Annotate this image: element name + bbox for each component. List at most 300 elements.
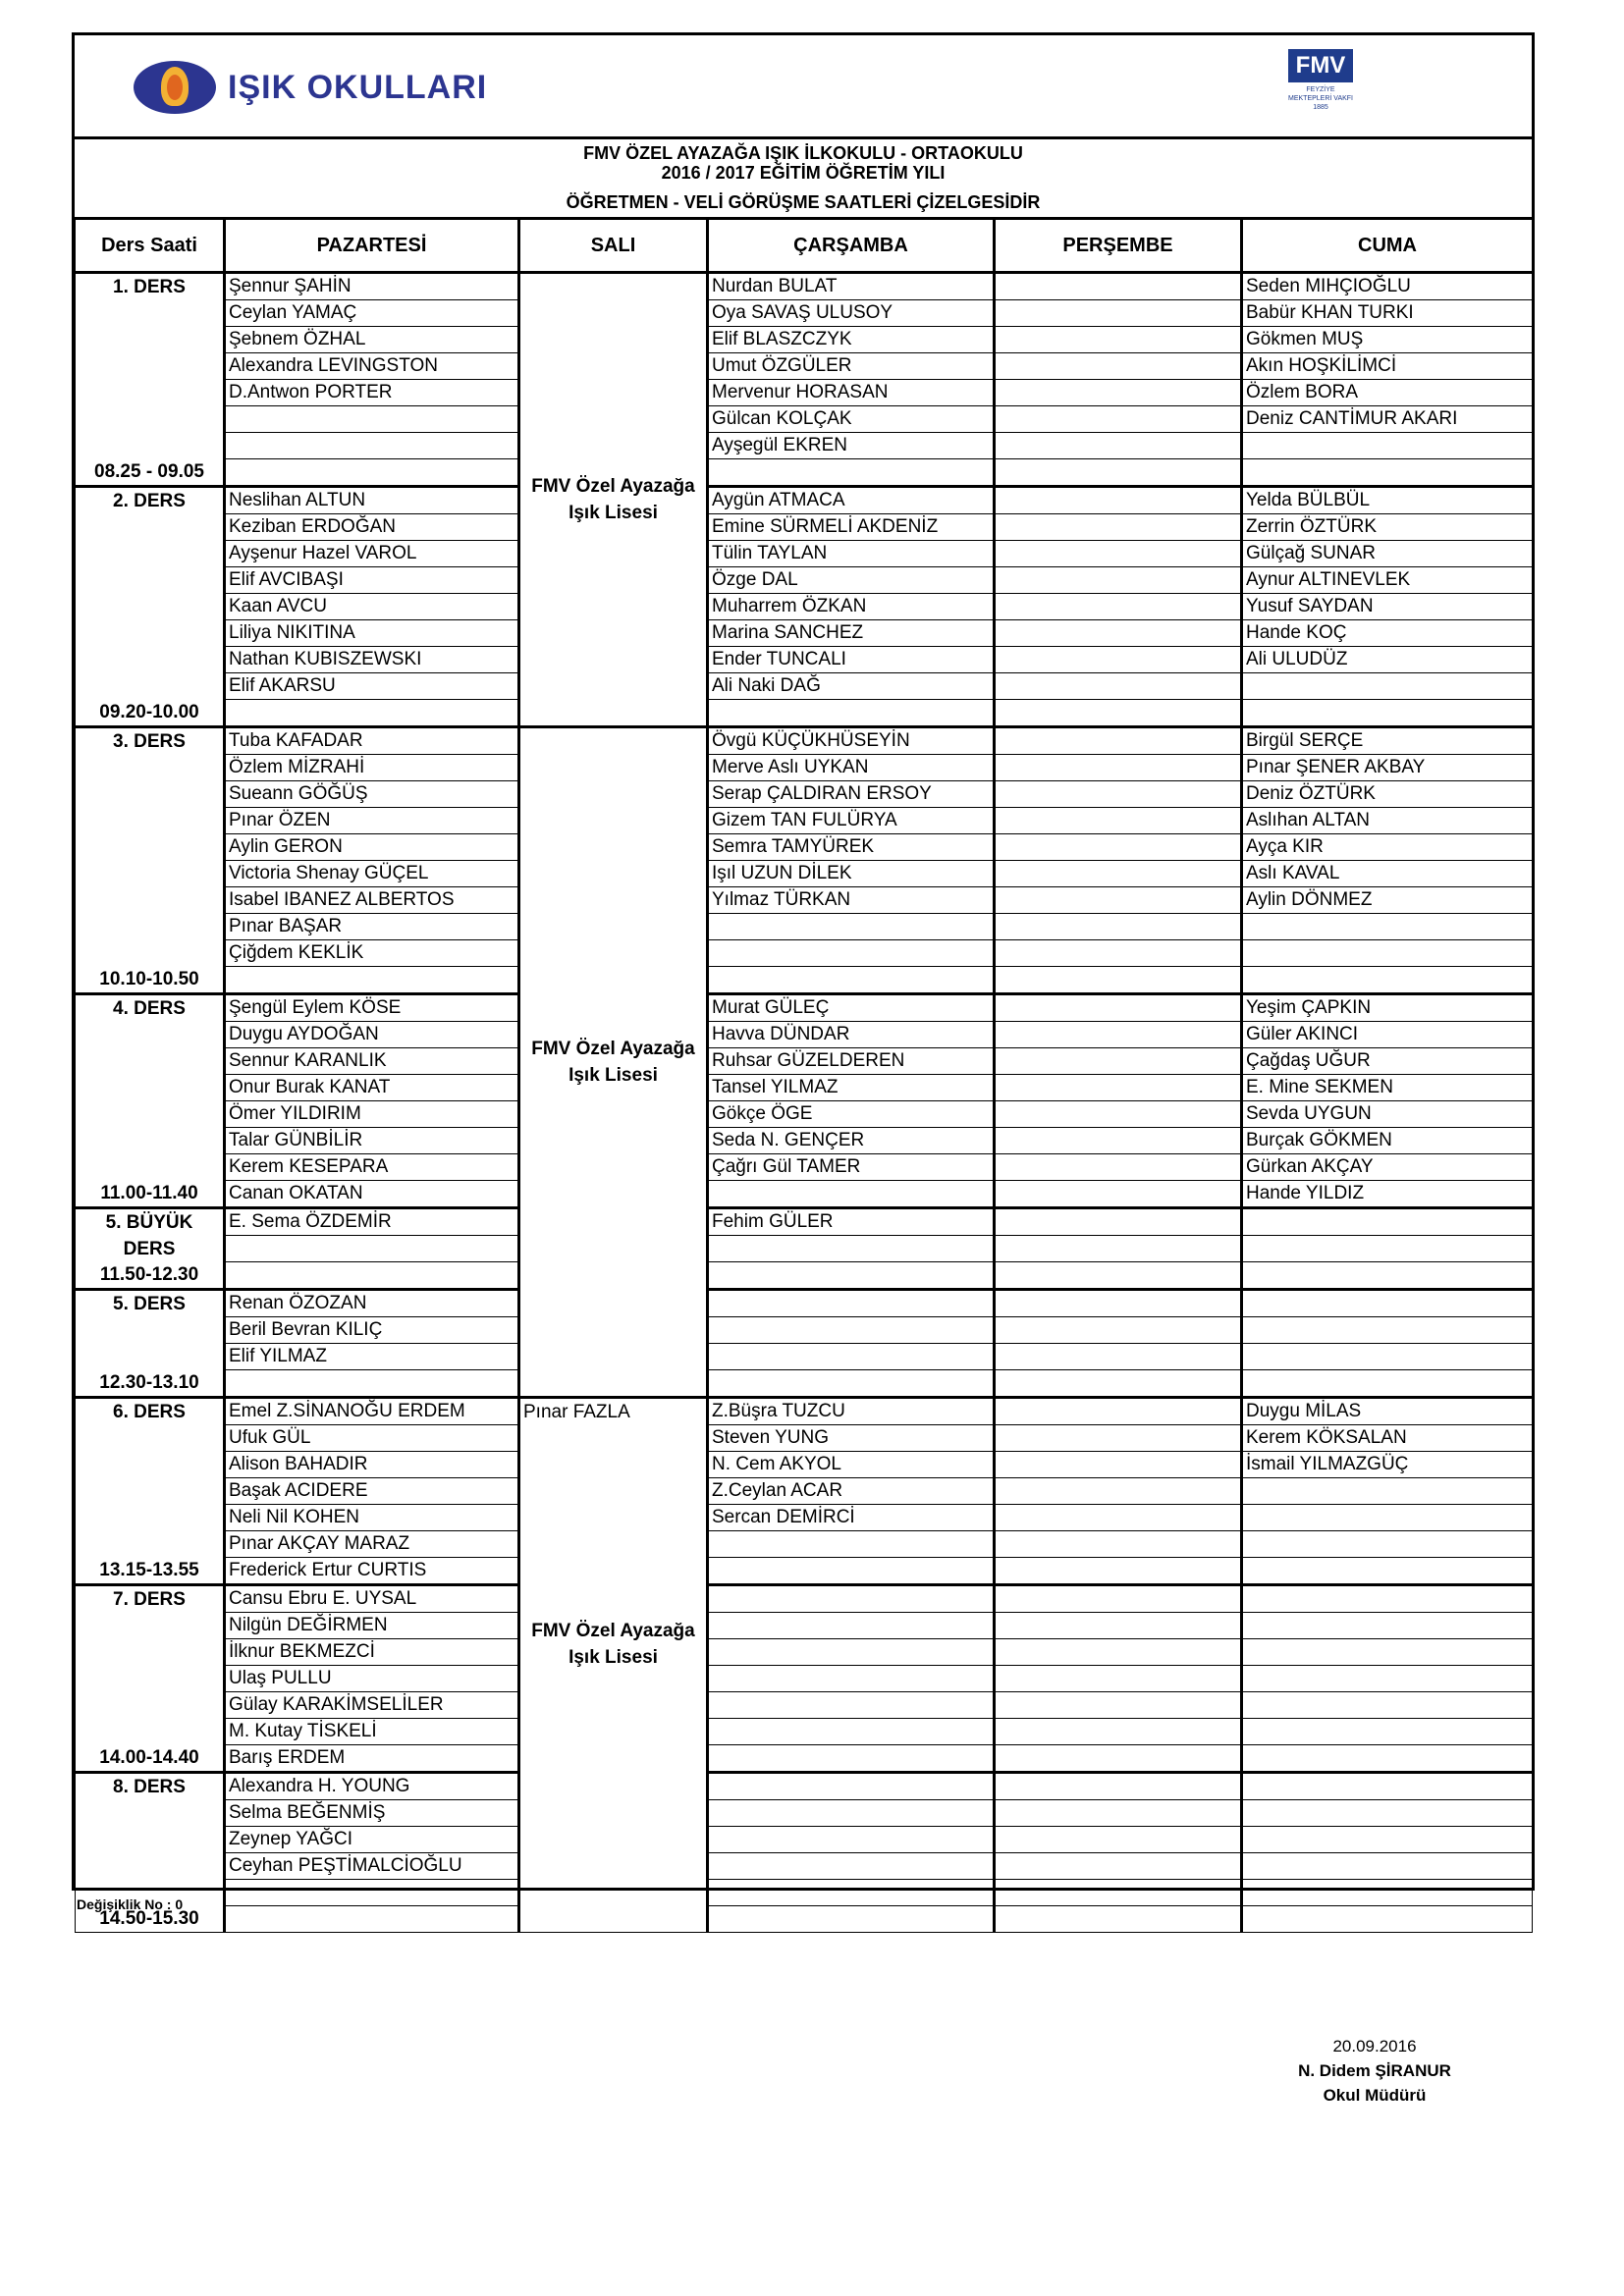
teacher-cell-persembe: [995, 1075, 1242, 1101]
teacher-cell-persembe: [995, 1585, 1242, 1613]
teacher-cell-carsamba: Tansel YILMAZ: [708, 1075, 995, 1101]
teacher-cell-carsamba: Ayşegül EKREN: [708, 433, 995, 459]
teacher-cell-persembe: [995, 380, 1242, 406]
teacher-cell-carsamba: Ender TUNCALI: [708, 647, 995, 673]
teacher-cell-cuma: Deniz CANTİMUR AKARI: [1242, 406, 1533, 433]
teacher-cell-cuma: Gürkan AKÇAY: [1242, 1154, 1533, 1181]
lesson-label: 1. DERS: [113, 277, 186, 297]
teacher-cell-carsamba: Mervenur HORASAN: [708, 380, 995, 406]
table-row: [76, 1773, 1533, 1800]
teacher-cell-carsamba: [708, 1639, 995, 1666]
sali-teacher: Pınar FAZLA: [523, 1402, 630, 1422]
teacher-cell-persembe: [995, 700, 1242, 727]
teacher-cell-persembe: [995, 433, 1242, 459]
teacher-cell-cuma: Gülçağ SUNAR: [1242, 541, 1533, 567]
teacher-cell-pazartesi: Aylin GERON: [225, 834, 519, 861]
teacher-cell-pazartesi: Sueann GÖĞÜŞ: [225, 781, 519, 808]
teacher-cell-persembe: [995, 353, 1242, 380]
teacher-cell-carsamba: Serap ÇALDIRAN ERSOY: [708, 781, 995, 808]
table-row: [76, 406, 1533, 433]
teacher-cell-carsamba: Havva DÜNDAR: [708, 1022, 995, 1048]
teacher-cell-cuma: [1242, 1880, 1533, 1906]
teacher-cell-persembe: [995, 861, 1242, 887]
teacher-cell-cuma: [1242, 700, 1533, 727]
teacher-cell-carsamba: [708, 1262, 995, 1290]
table-row: [76, 861, 1533, 887]
teacher-cell-pazartesi: Selma BEĞENMİŞ: [225, 1800, 519, 1827]
lesson-label: 4. DERS: [113, 998, 186, 1019]
table-row: [76, 567, 1533, 594]
teacher-cell-pazartesi: Renan ÖZOZAN: [225, 1290, 519, 1317]
lesson-time: 14.00-14.40: [99, 1747, 199, 1768]
teacher-cell-pazartesi: [225, 433, 519, 459]
table-body: [76, 273, 1533, 1933]
teacher-cell-carsamba: [708, 1531, 995, 1558]
col-header-carsamba: ÇARŞAMBA: [708, 219, 995, 273]
table-row: [76, 1585, 1533, 1613]
teacher-cell-cuma: E. Mine SEKMEN: [1242, 1075, 1533, 1101]
teacher-cell-persembe: [995, 781, 1242, 808]
teacher-cell-cuma: Yeşim ÇAPKIN: [1242, 994, 1533, 1022]
fmv-mark: FMV: [1288, 49, 1353, 82]
table-row: [76, 1181, 1533, 1208]
teacher-cell-cuma: [1242, 967, 1533, 994]
teacher-cell-cuma: Aslı KAVAL: [1242, 861, 1533, 887]
table-row: [76, 1531, 1533, 1558]
signature-date: 20.09.2016: [1332, 2037, 1417, 2056]
lesson-time: 08.25 - 09.05: [94, 461, 204, 482]
teacher-cell-persembe: [995, 1827, 1242, 1853]
teacher-cell-persembe: [995, 755, 1242, 781]
table-row: [76, 1317, 1533, 1344]
teacher-cell-persembe: [995, 1719, 1242, 1745]
table-row: [76, 1398, 1533, 1425]
teacher-cell-persembe: [995, 273, 1242, 300]
teacher-cell-carsamba: N. Cem AKYOL: [708, 1452, 995, 1478]
table-row: [76, 459, 1533, 487]
table-row: [76, 1853, 1533, 1880]
teacher-cell-carsamba: Emine SÜRMELİ AKDENİZ: [708, 514, 995, 541]
teacher-cell-persembe: [995, 1101, 1242, 1128]
teacher-cell-carsamba: Ruhsar GÜZELDEREN: [708, 1048, 995, 1075]
teacher-cell-cuma: Ali ULUDÜZ: [1242, 647, 1533, 673]
lesson-time: 13.15-13.55: [99, 1560, 199, 1580]
teacher-cell-cuma: [1242, 1585, 1533, 1613]
teacher-cell-carsamba: Murat GÜLEÇ: [708, 994, 995, 1022]
col-header-cuma: CUMA: [1242, 219, 1533, 273]
teacher-cell-pazartesi: Sennur KARANLIK: [225, 1048, 519, 1075]
teacher-cell-persembe: [995, 1262, 1242, 1290]
teacher-cell-persembe: [995, 1745, 1242, 1773]
teacher-cell-carsamba: Fehim GÜLER: [708, 1208, 995, 1236]
table-header-row: [76, 219, 1533, 273]
table-row: [76, 1154, 1533, 1181]
table-row: [76, 327, 1533, 353]
teacher-cell-persembe: [995, 940, 1242, 967]
teacher-cell-persembe: [995, 647, 1242, 673]
teacher-cell-pazartesi: Elif AKARSU: [225, 673, 519, 700]
teacher-cell-pazartesi: Nathan KUBISZEWSKI: [225, 647, 519, 673]
teacher-cell-pazartesi: Duygu AYDOĞAN: [225, 1022, 519, 1048]
teacher-cell-pazartesi: Neli Nil KOHEN: [225, 1505, 519, 1531]
col-header-persembe: PERŞEMBE: [995, 219, 1242, 273]
teacher-cell-carsamba: [708, 1585, 995, 1613]
table-row: [76, 1262, 1533, 1290]
col-header-pazartesi: PAZARTESİ: [225, 219, 519, 273]
teacher-cell-cuma: [1242, 1853, 1533, 1880]
sali-block: [519, 727, 708, 1398]
teacher-cell-cuma: Burçak GÖKMEN: [1242, 1128, 1533, 1154]
teacher-cell-pazartesi: Özlem MİZRAHİ: [225, 755, 519, 781]
table-row: [76, 594, 1533, 620]
teacher-cell-persembe: [995, 1370, 1242, 1398]
torch-icon: [134, 61, 216, 114]
teacher-cell-persembe: [995, 567, 1242, 594]
teacher-cell-persembe: [995, 808, 1242, 834]
table-row: [76, 1800, 1533, 1827]
teacher-cell-pazartesi: Nilgün DEĞİRMEN: [225, 1613, 519, 1639]
teacher-cell-cuma: [1242, 1692, 1533, 1719]
teacher-cell-carsamba: Gizem TAN FULÜRYA: [708, 808, 995, 834]
table-row: [76, 1558, 1533, 1585]
meeting-schedule-table: [75, 217, 1533, 1933]
teacher-cell-persembe: [995, 620, 1242, 647]
teacher-cell-carsamba: Yılmaz TÜRKAN: [708, 887, 995, 914]
teacher-cell-carsamba: [708, 1692, 995, 1719]
teacher-cell-carsamba: [708, 1317, 995, 1344]
signature-role: Okul Müdürü: [1323, 2086, 1427, 2105]
teacher-cell-carsamba: Marina SANCHEZ: [708, 620, 995, 647]
lesson-time: 10.10-10.50: [99, 969, 199, 989]
teacher-cell-carsamba: [708, 1880, 995, 1906]
teacher-cell-pazartesi: Zeynep YAĞCI: [225, 1827, 519, 1853]
teacher-cell-carsamba: [708, 1773, 995, 1800]
teacher-cell-cuma: Yelda BÜLBÜL: [1242, 487, 1533, 514]
teacher-cell-pazartesi: Ulaş PULLU: [225, 1666, 519, 1692]
teacher-cell-cuma: [1242, 1719, 1533, 1745]
table-row: [76, 1505, 1533, 1531]
table-row: [76, 300, 1533, 327]
table-row: [76, 834, 1533, 861]
teacher-cell-persembe: [995, 1880, 1242, 1906]
table-row: [76, 727, 1533, 755]
teacher-cell-persembe: [995, 1452, 1242, 1478]
teacher-cell-pazartesi: [225, 406, 519, 433]
teacher-cell-cuma: Kerem KÖKSALAN: [1242, 1425, 1533, 1452]
teacher-cell-pazartesi: [225, 700, 519, 727]
teacher-cell-persembe: [995, 1692, 1242, 1719]
teacher-cell-cuma: [1242, 459, 1533, 487]
teacher-cell-pazartesi: Pınar BAŞAR: [225, 914, 519, 940]
col-header-ders-saati: Ders Saati: [76, 219, 225, 273]
teacher-cell-persembe: [995, 1425, 1242, 1452]
teacher-cell-persembe: [995, 834, 1242, 861]
teacher-cell-carsamba: Z.Büşra TUZCU: [708, 1398, 995, 1425]
teacher-cell-persembe: [995, 1613, 1242, 1639]
table-row: [76, 541, 1533, 567]
teacher-cell-carsamba: Merve Aslı UYKAN: [708, 755, 995, 781]
table-row: [76, 1666, 1533, 1692]
teacher-cell-pazartesi: [225, 1262, 519, 1290]
teacher-cell-pazartesi: Emel Z.SİNANOĞU ERDEM: [225, 1398, 519, 1425]
table-row: [76, 1827, 1533, 1853]
lesson-slot: [76, 1398, 225, 1585]
teacher-cell-pazartesi: Neslihan ALTUN: [225, 487, 519, 514]
teacher-cell-carsamba: [708, 1370, 995, 1398]
lesson-time: 12.30-13.10: [99, 1372, 199, 1393]
table-row: [76, 1719, 1533, 1745]
teacher-cell-persembe: [995, 1290, 1242, 1317]
teacher-cell-pazartesi: Ceylan YAMAÇ: [225, 300, 519, 327]
teacher-cell-carsamba: [708, 1344, 995, 1370]
teacher-cell-persembe: [995, 1853, 1242, 1880]
teacher-cell-carsamba: [708, 700, 995, 727]
teacher-cell-pazartesi: Cansu Ebru E. UYSAL: [225, 1585, 519, 1613]
brand-name: IŞIK OKULLARI: [228, 68, 488, 106]
teacher-cell-pazartesi: Beril Bevran KILIÇ: [225, 1317, 519, 1344]
table-row: [76, 1425, 1533, 1452]
teacher-cell-persembe: [995, 1666, 1242, 1692]
table-row: [76, 1906, 1533, 1933]
teacher-cell-pazartesi: Victoria Shenay GÜÇEL: [225, 861, 519, 887]
table-row: [76, 808, 1533, 834]
teacher-cell-pazartesi: Alexandra LEVINGSTON: [225, 353, 519, 380]
teacher-cell-cuma: [1242, 1478, 1533, 1505]
table-row: [76, 1478, 1533, 1505]
teacher-cell-pazartesi: Şengül Eylem KÖSE: [225, 994, 519, 1022]
teacher-cell-carsamba: Semra TAMYÜREK: [708, 834, 995, 861]
table-row: [76, 1639, 1533, 1666]
teacher-cell-pazartesi: Alexandra H. YOUNG: [225, 1773, 519, 1800]
lesson-slot: [76, 487, 225, 727]
document-titles: [75, 139, 1532, 217]
teacher-cell-carsamba: Gülcan KOLÇAK: [708, 406, 995, 433]
teacher-cell-persembe: [995, 887, 1242, 914]
teacher-cell-pazartesi: [225, 967, 519, 994]
lesson-time: 11.00-11.40: [100, 1183, 198, 1203]
teacher-cell-pazartesi: Canan OKATAN: [225, 1181, 519, 1208]
signature-name: N. Didem ŞİRANUR: [1298, 2061, 1451, 2080]
teacher-cell-cuma: [1242, 914, 1533, 940]
table-row: [76, 1692, 1533, 1719]
teacher-cell-carsamba: Sercan DEMİRCİ: [708, 1505, 995, 1531]
teacher-cell-carsamba: [708, 1906, 995, 1933]
lesson-label: 5. DERS: [113, 1294, 186, 1314]
col-header-sali: SALI: [519, 219, 708, 273]
teacher-cell-persembe: [995, 1773, 1242, 1800]
lesson-slot: [76, 1290, 225, 1398]
table-row: [76, 273, 1533, 300]
teacher-cell-pazartesi: E. Sema ÖZDEMİR: [225, 1208, 519, 1236]
teacher-cell-pazartesi: [225, 1370, 519, 1398]
teacher-cell-pazartesi: Şebnem ÖZHAL: [225, 327, 519, 353]
teacher-cell-pazartesi: Elif AVCIBAŞI: [225, 567, 519, 594]
title-year: 2016 / 2017 EĞİTİM ÖĞRETİM YILI: [661, 163, 946, 183]
teacher-cell-pazartesi: Ömer YILDIRIM: [225, 1101, 519, 1128]
teacher-cell-pazartesi: Tuba KAFADAR: [225, 727, 519, 755]
teacher-cell-persembe: [995, 1478, 1242, 1505]
teacher-cell-carsamba: [708, 1853, 995, 1880]
teacher-cell-persembe: [995, 1344, 1242, 1370]
teacher-cell-cuma: [1242, 1745, 1533, 1773]
lesson-time: 11.50-12.30: [99, 1264, 199, 1285]
teacher-cell-pazartesi: Şennur ŞAHİN: [225, 273, 519, 300]
title-school: FMV ÖZEL AYAZAĞA IŞIK İLKOKULU - ORTAOKULU: [583, 143, 1023, 163]
lesson-slot: [76, 1208, 225, 1290]
teacher-cell-cuma: İsmail YILMAZGÜÇ: [1242, 1452, 1533, 1478]
teacher-cell-pazartesi: Ceyhan PEŞTİMALCİOĞLU: [225, 1853, 519, 1880]
table-row: [76, 1452, 1533, 1478]
teacher-cell-carsamba: Ali Naki DAĞ: [708, 673, 995, 700]
teacher-cell-persembe: [995, 300, 1242, 327]
teacher-cell-pazartesi: [225, 1236, 519, 1262]
teacher-cell-carsamba: Işıl UZUN DİLEK: [708, 861, 995, 887]
table-row: [76, 1048, 1533, 1075]
sali-school-name: FMV Özel Ayazağa Işık Lisesi: [531, 476, 695, 523]
table-row: [76, 967, 1533, 994]
table-row: [76, 755, 1533, 781]
teacher-cell-cuma: Zerrin ÖZTÜRK: [1242, 514, 1533, 541]
teacher-cell-cuma: [1242, 1370, 1533, 1398]
teacher-cell-carsamba: [708, 1666, 995, 1692]
table-row: [76, 914, 1533, 940]
title-schedule: ÖĞRETMEN - VELİ GÖRÜŞME SAATLERİ ÇİZELGESİDİR: [566, 192, 1041, 212]
teacher-cell-carsamba: [708, 1827, 995, 1853]
table-row: [76, 700, 1533, 727]
teacher-cell-cuma: Akın HOŞKİLİMCİ: [1242, 353, 1533, 380]
teacher-cell-persembe: [995, 1505, 1242, 1531]
teacher-cell-cuma: [1242, 1558, 1533, 1585]
teacher-cell-cuma: [1242, 1666, 1533, 1692]
teacher-cell-pazartesi: Gülay KARAKİMSELİLER: [225, 1692, 519, 1719]
teacher-cell-pazartesi: Kerem KESEPARA: [225, 1154, 519, 1181]
table-row: [76, 487, 1533, 514]
teacher-cell-persembe: [995, 1128, 1242, 1154]
table-row: [76, 887, 1533, 914]
teacher-cell-persembe: [995, 1236, 1242, 1262]
teacher-cell-pazartesi: Isabel IBANEZ ALBERTOS: [225, 887, 519, 914]
teacher-cell-cuma: [1242, 673, 1533, 700]
teacher-cell-cuma: [1242, 433, 1533, 459]
teacher-cell-cuma: Hande KOÇ: [1242, 620, 1533, 647]
teacher-cell-carsamba: [708, 1800, 995, 1827]
table-row: [76, 1370, 1533, 1398]
teacher-cell-persembe: [995, 514, 1242, 541]
teacher-cell-persembe: [995, 1154, 1242, 1181]
sali-school-name: FMV Özel Ayazağa Işık Lisesi: [531, 1621, 695, 1668]
table-row: [76, 380, 1533, 406]
teacher-cell-cuma: Seden MIHÇIOĞLU: [1242, 273, 1533, 300]
teacher-cell-carsamba: [708, 1613, 995, 1639]
teacher-cell-carsamba: [708, 1745, 995, 1773]
teacher-cell-carsamba: Aygün ATMACA: [708, 487, 995, 514]
teacher-cell-persembe: [995, 459, 1242, 487]
teacher-cell-cuma: Çağdaş UĞUR: [1242, 1048, 1533, 1075]
teacher-cell-cuma: [1242, 1773, 1533, 1800]
page-header: [75, 35, 1532, 139]
table-row: [76, 1344, 1533, 1370]
teacher-cell-carsamba: Özge DAL: [708, 567, 995, 594]
teacher-cell-carsamba: Tülin TAYLAN: [708, 541, 995, 567]
lesson-time: 14.50-15.30: [99, 1908, 199, 1929]
table-row: [76, 620, 1533, 647]
teacher-cell-pazartesi: M. Kutay TİSKELİ: [225, 1719, 519, 1745]
teacher-cell-carsamba: Övgü KÜÇÜKHÜSEYİN: [708, 727, 995, 755]
lesson-slot: [76, 994, 225, 1208]
teacher-cell-cuma: [1242, 1800, 1533, 1827]
table-row: [76, 1290, 1533, 1317]
teacher-cell-pazartesi: Onur Burak KANAT: [225, 1075, 519, 1101]
teacher-cell-carsamba: Nurdan BULAT: [708, 273, 995, 300]
table-row: [76, 647, 1533, 673]
table-row: [76, 1022, 1533, 1048]
teacher-cell-cuma: Gökmen MUŞ: [1242, 327, 1533, 353]
teacher-cell-persembe: [995, 1208, 1242, 1236]
teacher-cell-pazartesi: İlknur BEKMEZCİ: [225, 1639, 519, 1666]
teacher-cell-cuma: Güler AKINCI: [1242, 1022, 1533, 1048]
lesson-label: 7. DERS: [113, 1589, 186, 1610]
teacher-cell-pazartesi: Ayşenur Hazel VAROL: [225, 541, 519, 567]
teacher-cell-carsamba: Seda N. GENÇER: [708, 1128, 995, 1154]
teacher-cell-cuma: Sevda UYGUN: [1242, 1101, 1533, 1128]
teacher-cell-persembe: [995, 1398, 1242, 1425]
teacher-cell-pazartesi: Başak ACIDERE: [225, 1478, 519, 1505]
teacher-cell-carsamba: [708, 1290, 995, 1317]
teacher-cell-carsamba: [708, 914, 995, 940]
sali-block: [519, 273, 708, 727]
teacher-cell-carsamba: Umut ÖZGÜLER: [708, 353, 995, 380]
teacher-cell-carsamba: [708, 940, 995, 967]
teacher-cell-pazartesi: [225, 459, 519, 487]
teacher-cell-persembe: [995, 594, 1242, 620]
teacher-cell-pazartesi: Liliya NIKITINA: [225, 620, 519, 647]
teacher-cell-persembe: [995, 1558, 1242, 1585]
teacher-cell-cuma: Babür KHAN TURKI: [1242, 300, 1533, 327]
table-row: [76, 353, 1533, 380]
teacher-cell-persembe: [995, 1800, 1242, 1827]
teacher-cell-cuma: Özlem BORA: [1242, 380, 1533, 406]
table-row: [76, 994, 1533, 1022]
isik-okullari-logo: [134, 61, 487, 114]
teacher-cell-persembe: [995, 1531, 1242, 1558]
teacher-cell-carsamba: [708, 1719, 995, 1745]
teacher-cell-carsamba: Z.Ceylan ACAR: [708, 1478, 995, 1505]
teacher-cell-pazartesi: Elif YILMAZ: [225, 1344, 519, 1370]
teacher-cell-pazartesi: Çiğdem KEKLİK: [225, 940, 519, 967]
change-number: Değişiklik No : 0: [77, 1896, 184, 1912]
teacher-cell-pazartesi: Frederick Ertur CURTIS: [225, 1558, 519, 1585]
teacher-cell-cuma: Hande YILDIZ: [1242, 1181, 1533, 1208]
teacher-cell-cuma: [1242, 1317, 1533, 1344]
lesson-time: 09.20-10.00: [99, 702, 199, 722]
teacher-cell-carsamba: Gökçe ÖGE: [708, 1101, 995, 1128]
sali-block: [519, 1398, 708, 1933]
teacher-cell-persembe: [995, 1906, 1242, 1933]
teacher-cell-persembe: [995, 1048, 1242, 1075]
teacher-cell-pazartesi: Pınar ÖZEN: [225, 808, 519, 834]
fmv-logo: [1286, 49, 1355, 112]
teacher-cell-persembe: [995, 541, 1242, 567]
table-row: [76, 433, 1533, 459]
teacher-cell-carsamba: [708, 967, 995, 994]
teacher-cell-cuma: Birgül SERÇE: [1242, 727, 1533, 755]
lesson-slot: [76, 273, 225, 487]
teacher-cell-carsamba: Oya SAVAŞ ULUSOY: [708, 300, 995, 327]
teacher-cell-persembe: [995, 673, 1242, 700]
teacher-cell-cuma: Deniz ÖZTÜRK: [1242, 781, 1533, 808]
teacher-cell-pazartesi: [225, 1880, 519, 1906]
table-row: [76, 1880, 1533, 1906]
